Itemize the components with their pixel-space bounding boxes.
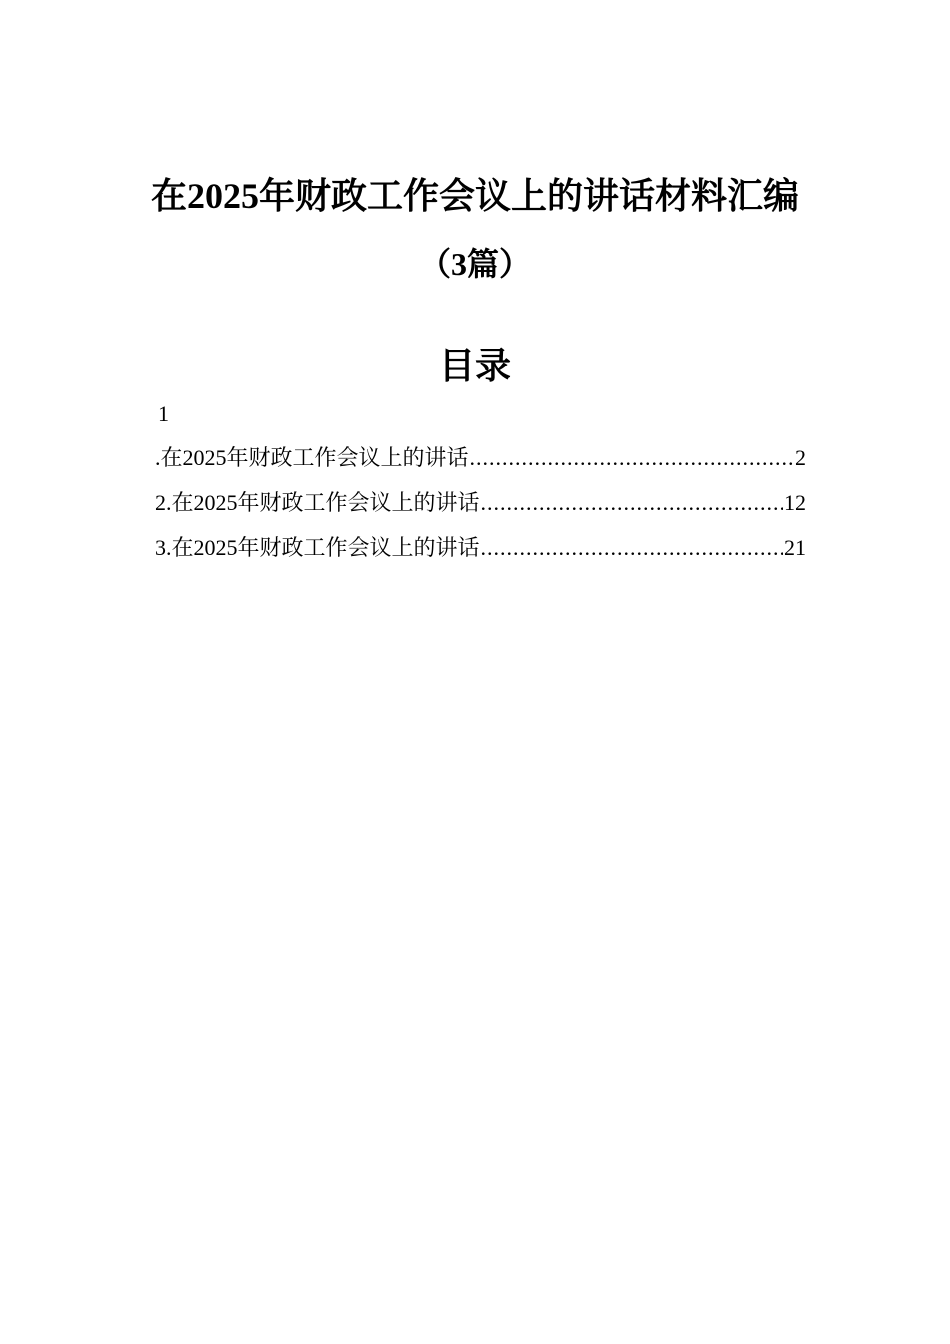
toc-entry-page: 2 <box>795 445 806 470</box>
toc-dot-leader <box>481 530 783 566</box>
toc-entry-label: 2.在2025年财政工作会议上的讲话 <box>155 490 480 515</box>
toc-entry-page: 12 <box>784 490 806 515</box>
toc-entry-number: 1 <box>158 401 169 426</box>
toc-entry-label: .在2025年财政工作会议上的讲话 <box>155 445 469 470</box>
table-of-contents <box>155 440 806 575</box>
toc-dot-leader <box>481 485 783 521</box>
toc-entry[interactable] <box>155 530 806 575</box>
toc-entry[interactable] <box>155 440 806 485</box>
toc-entry[interactable] <box>155 485 806 530</box>
toc-dot-leader <box>470 440 794 476</box>
toc-entry-page: 21 <box>784 535 806 560</box>
document-title: 在2025年财政工作会议上的讲话材料汇编 <box>150 176 799 216</box>
document-subtitle: （3篇） <box>418 246 531 282</box>
toc-heading: 目录 <box>438 346 511 386</box>
toc-entry-label: 3.在2025年财政工作会议上的讲话 <box>155 535 480 560</box>
